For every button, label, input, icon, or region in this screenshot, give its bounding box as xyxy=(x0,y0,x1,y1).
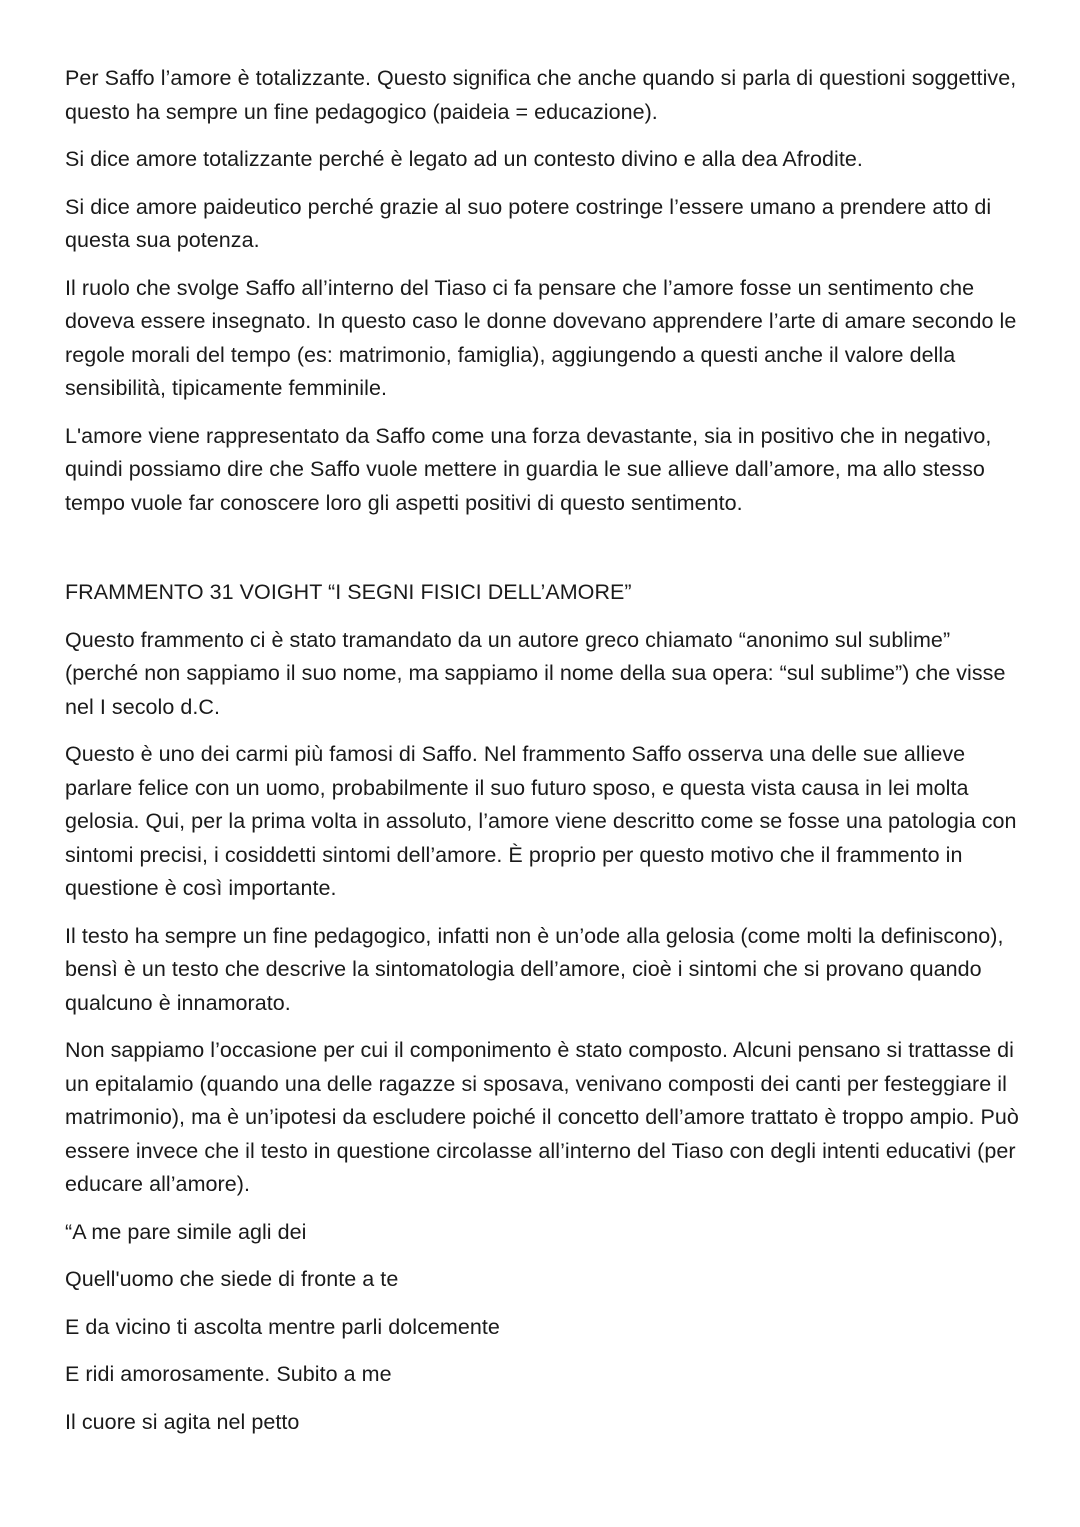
section-heading: FRAMMENTO 31 VOIGHT “I SEGNI FISICI DELL’AMORE” xyxy=(65,580,632,604)
document-page xyxy=(65,62,1025,1453)
section-paragraph: Questo è uno dei carmi più famosi di Saffo. Nel frammento Saffo osserva una delle sue allieve parlare felice con un uomo, probabilmente il suo futuro sposo, e questa vista causa in lei molta gelosia. Qui, per la prima volta in assoluto, l’amore viene descritto come se fosse una patologia con sintomi precisi, i cosiddetti sintomi dell’amore. È proprio per questo motivo che il frammento in questione è così importante. xyxy=(65,742,1017,900)
intro-paragraph: L'amore viene rappresentato da Saffo come una forza devastante, sia in positivo che in negativo, quindi possiamo dire che Saffo vuole mettere in guardia le sue allieve dall’amore, ma allo stesso tempo vuole far conoscere loro gli aspetti positivi di questo sentimento. xyxy=(65,423,992,515)
section-paragraph: Questo frammento ci è stato tramandato da un autore greco chiamato “anonimo sul sublime” (perché non sappiamo il suo nome, ma sappiamo il nome della sua opera: “sul sublime”) che visse nel I secolo d.C. xyxy=(65,627,1006,719)
poem-line: Il cuore si agita nel petto xyxy=(65,1409,300,1434)
intro-paragraph: Si dice amore totalizzante perché è legato ad un contesto divino e alla dea Afrodite. xyxy=(65,147,863,171)
section-paragraph: Non sappiamo l’occasione per cui il componimento è stato composto. Alcuni pensano si trattasse di un epitalamio (quando una delle ragazze si sposava, venivano composti dei canti per festeggiare il matrimonio), ma è un’ipotesi da escludere poiché il concetto dell’amore trattato è troppo ampio. Può essere invece che il testo in questione circolasse all’interno del Tiaso con degli intenti educativi (per educare all’amore). xyxy=(65,1038,1019,1196)
intro-paragraph: Il ruolo che svolge Saffo all’interno del Tiaso ci fa pensare che l’amore fosse un sentimento che doveva essere insegnato. In questo caso le donne dovevano apprendere l’arte di amare secondo le regole morali del tempo (es: matrimonio, famiglia), aggiungendo a questi anche il valore della sensibilità, tipicamente femminile. xyxy=(65,275,1017,400)
intro-paragraph: Per Saffo l’amore è totalizzante. Questo significa che anche quando si parla di questioni soggettive, questo ha sempre un fine pedagogico (paideia = educazione). xyxy=(65,66,1017,124)
poem-line: E ridi amorosamente. Subito a me xyxy=(65,1362,392,1386)
intro-paragraph: Si dice amore paideutico perché grazie al suo potere costringe l’essere umano a prendere atto di questa sua potenza. xyxy=(65,194,992,252)
poem-line: “A me pare simile agli dei xyxy=(65,1219,307,1244)
poem-line: Quell'uomo che siede di fronte a te xyxy=(65,1267,399,1291)
section-paragraph: Il testo ha sempre un fine pedagogico, infatti non è un’ode alla gelosia (come molti la definiscono), bensì è un testo che descrive la sintomatologia dell’amore, cioè i sintomi che si provano quando qualcuno è innamorato. xyxy=(65,923,1004,1015)
poem-line: E da vicino ti ascolta mentre parli dolcemente xyxy=(65,1314,500,1339)
